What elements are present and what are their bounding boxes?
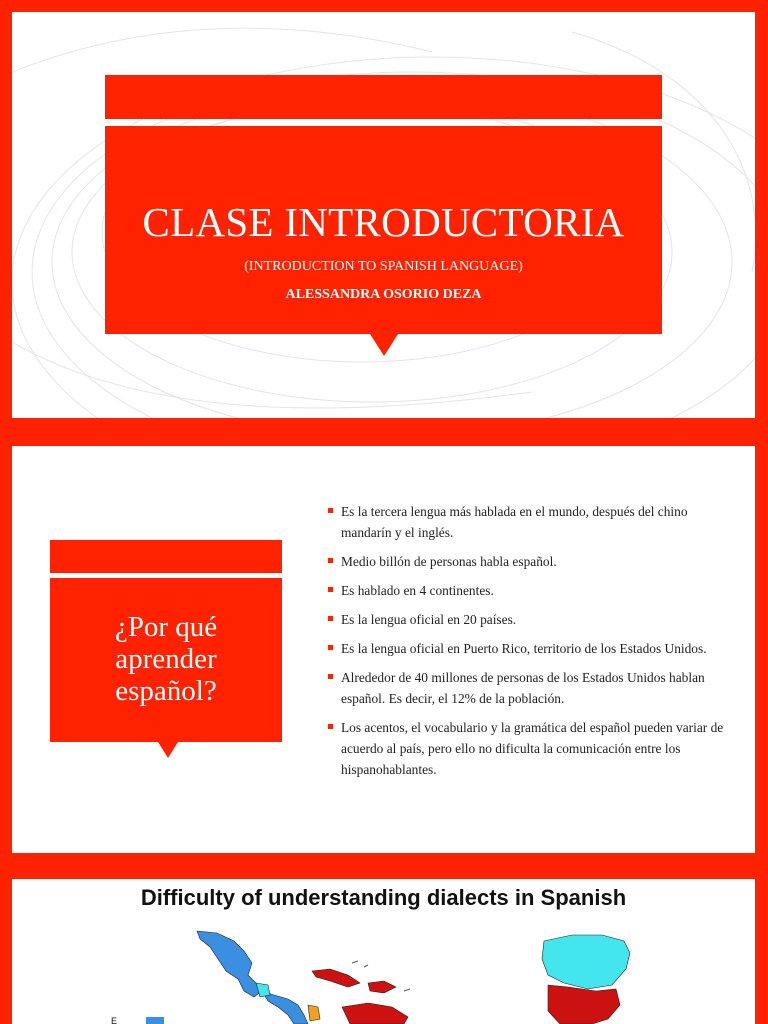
- square-bullet-icon: [328, 558, 333, 563]
- callout-pointer: [158, 742, 178, 758]
- slide-why-spanish: [12, 446, 755, 853]
- heading-callout-box: [50, 578, 282, 742]
- square-bullet-icon: [328, 674, 333, 679]
- slide-title: [12, 12, 755, 418]
- heading-line: aprender: [115, 643, 217, 675]
- author-name: ALESSANDRA OSORIO DEZA: [285, 287, 482, 302]
- list-item: [328, 501, 728, 543]
- map-region-spain-south: [548, 985, 620, 1024]
- square-bullet-icon: [328, 587, 333, 592]
- list-item-text: Es la tercera lengua más hablada en el mundo, después del chino mandarín y el inglés.: [341, 504, 688, 540]
- square-bullet-icon: [328, 645, 333, 650]
- square-bullet-icon: [328, 724, 333, 729]
- square-bullet-icon: [328, 508, 333, 513]
- heading-accent-strip: [50, 540, 282, 573]
- map-region-caribbean-hispaniola: [368, 981, 396, 993]
- map-region-guatemala: [256, 983, 270, 997]
- legend-label: E: [111, 1016, 118, 1024]
- list-item-text: Alrededor de 40 millones de personas de los Estados Unidos hablan español. Es decir, el 12% de la población.: [341, 670, 705, 706]
- list-item: [328, 551, 728, 572]
- list-item-text: Es la lengua oficial en Puerto Rico, territorio de los Estados Unidos.: [341, 641, 707, 656]
- slide-subtitle: (INTRODUCTION TO SPANISH LANGUAGE): [244, 259, 523, 274]
- list-item-text: Los acentos, el vocabulario y la gramática del español pueden variar de acuerdo al país, pero ello no dificulta la comunicación entre los hispanohablantes.: [341, 720, 724, 777]
- list-item: [328, 638, 728, 659]
- slide-title-heading: CLASE INTRODUCTORIA: [142, 199, 625, 245]
- heading-line: español?: [115, 675, 217, 707]
- map-region-caribbean-cuba: [312, 969, 360, 987]
- square-bullet-icon: [328, 616, 333, 621]
- list-item: [328, 717, 728, 780]
- map-region-central-america: [262, 991, 308, 1024]
- list-item: [328, 667, 728, 709]
- map-slide-title: Difficulty of understanding dialects in Spanish: [140, 885, 627, 910]
- map-region-venezuela: [342, 1003, 408, 1024]
- map-region-spain-north: [542, 935, 630, 989]
- title-accent-strip: [105, 75, 662, 119]
- map-region-mexico: [197, 931, 262, 997]
- list-item-text: Es hablado en 4 continentes.: [341, 583, 494, 598]
- bullet-list: [328, 501, 728, 788]
- list-item: [328, 609, 728, 630]
- callout-pointer: [370, 334, 398, 356]
- list-item-text: Medio billón de personas habla español.: [341, 554, 557, 569]
- legend-swatch: [146, 1017, 164, 1024]
- list-item: [328, 580, 728, 601]
- slide-dialects-map: [12, 879, 755, 1024]
- map-region-honduras: [308, 1005, 320, 1021]
- heading-line: ¿Por qué: [114, 611, 218, 643]
- slide-heading: [50, 611, 282, 707]
- list-item-text: Es la lengua oficial en 20 países.: [341, 612, 517, 627]
- dialect-difficulty-map: [12, 879, 755, 1024]
- title-callout-box: [105, 126, 662, 334]
